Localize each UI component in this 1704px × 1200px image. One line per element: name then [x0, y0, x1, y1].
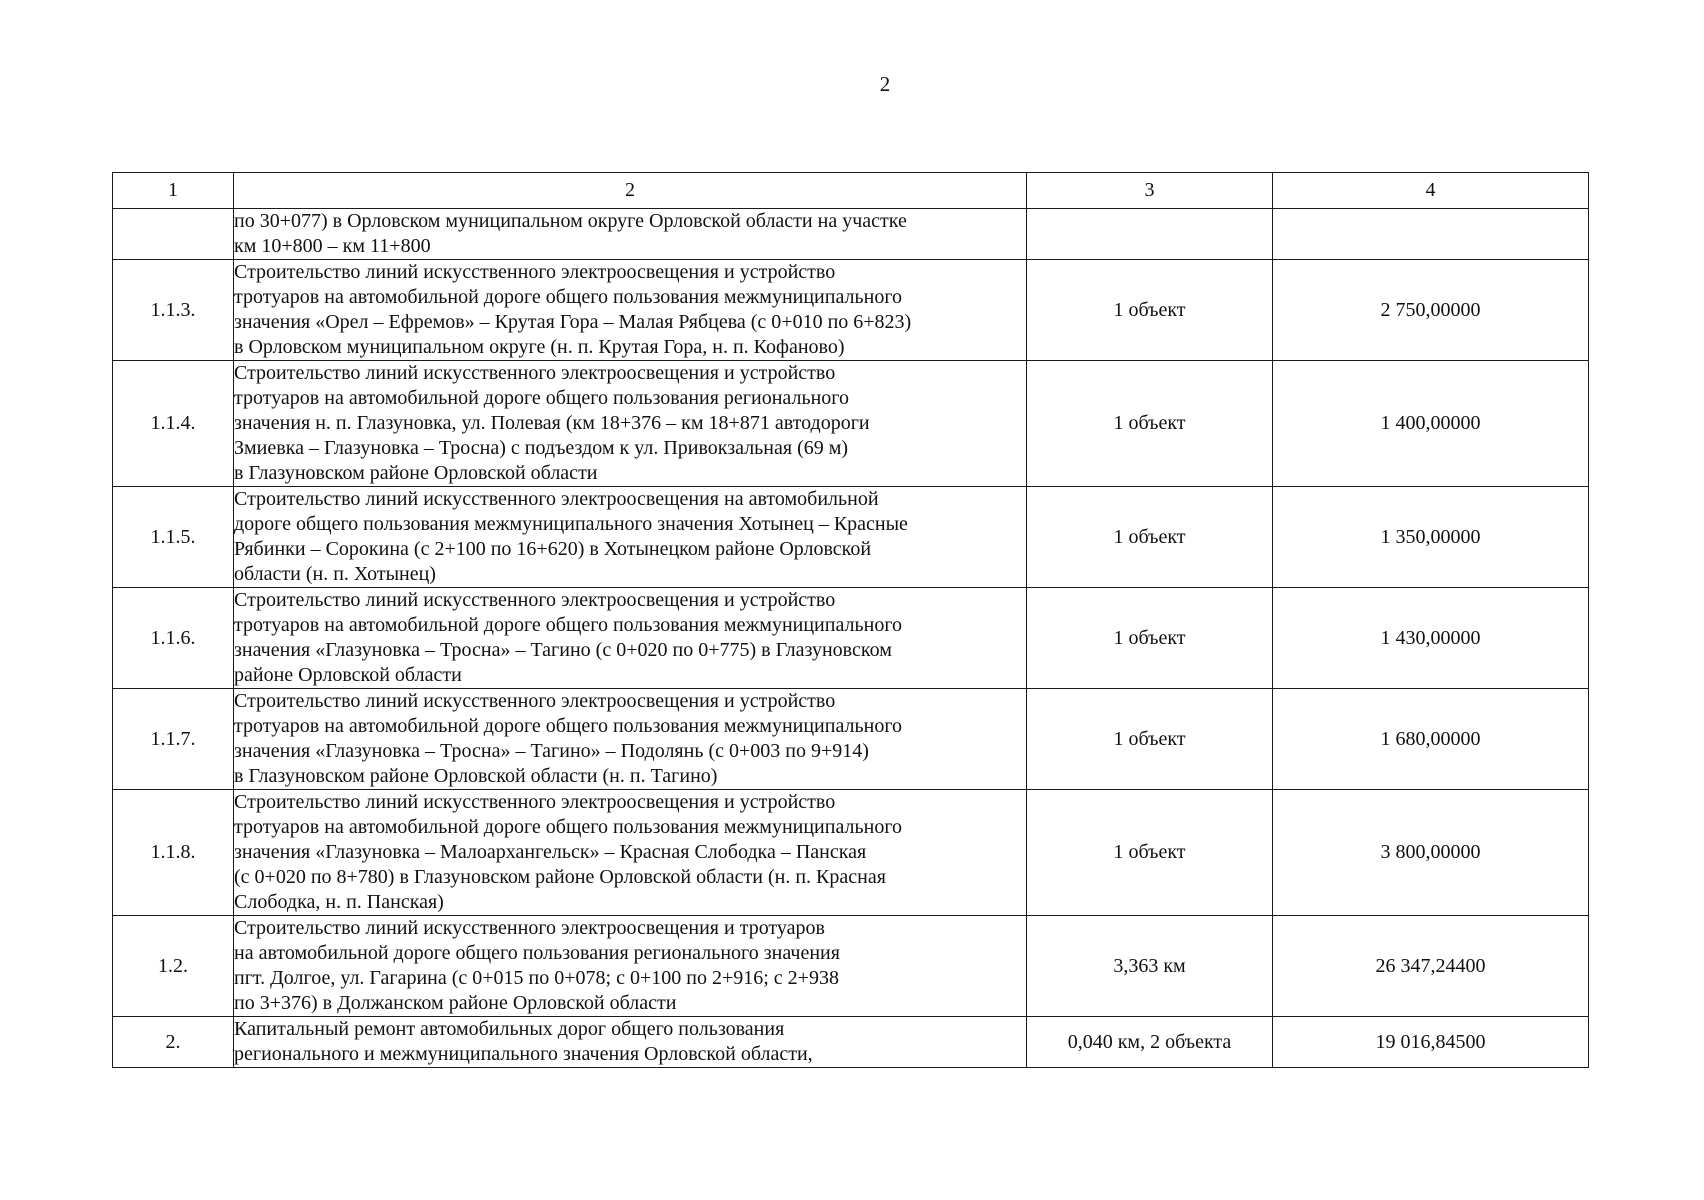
description-line: Строительство линий искусственного электроосвещения и устройство: [234, 791, 836, 813]
description-line: в Глазуновском районе Орловской области: [234, 462, 598, 484]
description-line: значения «Глазуновка – Тросна» – Тагино (с 0+020 по 0+775) в Глазуновском: [234, 639, 892, 661]
row-amount: 2 750,00000: [1273, 260, 1589, 361]
column-header-3: 3: [1027, 173, 1273, 209]
row-amount: 1 350,00000: [1273, 487, 1589, 588]
table-row: [113, 487, 1589, 588]
row-amount: 19 016,84500: [1273, 1017, 1589, 1068]
description-line: Строительство линий искусственного электроосвещения и тротуаров: [234, 917, 825, 939]
description-line: тротуаров на автомобильной дороге общего пользования межмуниципального: [234, 715, 903, 737]
description-line: (с 0+020 по 8+780) в Глазуновском районе Орловской области (н. п. Красная: [234, 866, 886, 888]
row-number: 1.2.: [113, 916, 234, 1017]
row-number: 2.: [113, 1017, 234, 1068]
row-quantity: 1 объект: [1027, 361, 1273, 487]
table-body: [113, 209, 1589, 1068]
row-amount: 3 800,00000: [1273, 790, 1589, 916]
row-amount: [1273, 209, 1589, 260]
row-quantity: 1 объект: [1027, 260, 1273, 361]
description-line: в Глазуновском районе Орловской области (н. п. Тагино): [234, 765, 718, 787]
row-quantity: 1 объект: [1027, 487, 1273, 588]
row-description: [234, 916, 1027, 1017]
row-description: [234, 487, 1027, 588]
table-row: [113, 209, 1589, 260]
table-header: [113, 173, 1589, 209]
header-row: [113, 173, 1589, 209]
description-line: Строительство линий искусственного электроосвещения и устройство: [234, 690, 836, 712]
row-amount: 1 400,00000: [1273, 361, 1589, 487]
description-line: районе Орловской области: [234, 664, 462, 686]
description-line: области (н. п. Хотынец): [234, 563, 436, 585]
description-line: Слободка, н. п. Панская): [234, 891, 444, 913]
description-line: Капитальный ремонт автомобильных дорог общего пользования: [234, 1018, 785, 1040]
row-description: [234, 361, 1027, 487]
description-line: тротуаров на автомобильной дороге общего пользования межмуниципального: [234, 816, 903, 838]
description-line: Строительство линий искусственного электроосвещения и устройство: [234, 362, 836, 384]
row-number: [113, 209, 234, 260]
description-line: значения «Глазуновка – Малоархангельск» – Красная Слободка – Панская: [234, 841, 867, 863]
page-number: 2: [879, 72, 891, 96]
row-description: [234, 1017, 1027, 1068]
row-quantity: [1027, 209, 1273, 260]
description-line: пгт. Долгое, ул. Гагарина (с 0+015 по 0+078; с 0+100 по 2+916; с 2+938: [234, 967, 839, 989]
description-line: Строительство линий искусственного электроосвещения и устройство: [234, 261, 836, 283]
row-number: 1.1.6.: [113, 588, 234, 689]
table-row: [113, 260, 1589, 361]
row-number: 1.1.8.: [113, 790, 234, 916]
row-description: [234, 260, 1027, 361]
row-amount: 1 430,00000: [1273, 588, 1589, 689]
description-line: тротуаров на автомобильной дороге общего пользования регионального: [234, 387, 849, 409]
row-quantity: 1 объект: [1027, 790, 1273, 916]
description-line: Строительство линий искусственного электроосвещения на автомобильной: [234, 488, 879, 510]
row-description: [234, 588, 1027, 689]
table-row: [113, 916, 1589, 1017]
row-description: [234, 790, 1027, 916]
description-line: значения «Орел – Ефремов» – Крутая Гора – Малая Рябцева (с 0+010 по 6+823): [234, 311, 912, 333]
description-line: Змиевка – Глазуновка – Тросна) с подъездом к ул. Привокзальная (69 м): [234, 437, 849, 459]
column-header-4: 4: [1273, 173, 1589, 209]
description-line: Строительство линий искусственного электроосвещения и устройство: [234, 589, 836, 611]
table-row: [113, 588, 1589, 689]
description-line: значения «Глазуновка – Тросна» – Тагино» – Подолянь (с 0+003 по 9+914): [234, 740, 869, 762]
description-line: на автомобильной дороге общего пользования регионального значения: [234, 942, 840, 964]
row-amount: 1 680,00000: [1273, 689, 1589, 790]
row-quantity: 1 объект: [1027, 588, 1273, 689]
table-row: [113, 790, 1589, 916]
table-row: [113, 1017, 1589, 1068]
description-line: значения н. п. Глазуновка, ул. Полевая (км 18+376 – км 18+871 автодороги: [234, 412, 870, 434]
row-number: 1.1.3.: [113, 260, 234, 361]
description-line: регионального и межмуниципального значения Орловской области,: [234, 1043, 813, 1065]
description-line: дороге общего пользования межмуниципального значения Хотынец – Красные: [234, 513, 908, 535]
row-amount: 26 347,24400: [1273, 916, 1589, 1017]
description-line: тротуаров на автомобильной дороге общего пользования межмуниципального: [234, 614, 903, 636]
description-line: в Орловском муниципальном округе (н. п. Крутая Гора, н. п. Кофаново): [234, 336, 845, 358]
description-line: по 3+376) в Должанском районе Орловской области: [234, 992, 677, 1014]
row-quantity: 0,040 км, 2 объекта: [1027, 1017, 1273, 1068]
description-line: км 10+800 – км 11+800: [234, 235, 431, 257]
column-header-2: 2: [234, 173, 1027, 209]
table-row: [113, 689, 1589, 790]
row-quantity: 3,363 км: [1027, 916, 1273, 1017]
row-description: [234, 209, 1027, 260]
description-line: по 30+077) в Орловском муниципальном округе Орловской области на участке: [234, 210, 907, 232]
row-number: 1.1.5.: [113, 487, 234, 588]
description-line: Рябинки – Сорокина (с 2+100 по 16+620) в Хотынецком районе Орловской: [234, 538, 872, 560]
table-row: [113, 361, 1589, 487]
document-table: [112, 172, 1589, 1068]
row-description: [234, 689, 1027, 790]
row-number: 1.1.7.: [113, 689, 234, 790]
row-number: 1.1.4.: [113, 361, 234, 487]
row-quantity: 1 объект: [1027, 689, 1273, 790]
column-header-1: 1: [113, 173, 234, 209]
description-line: тротуаров на автомобильной дороге общего пользования межмуниципального: [234, 286, 903, 308]
